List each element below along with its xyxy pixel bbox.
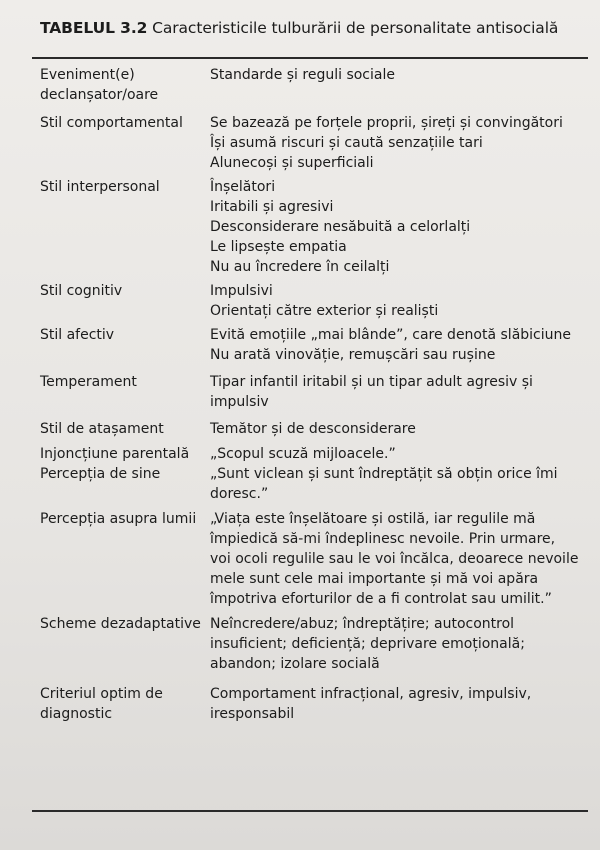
table-row <box>32 684 588 724</box>
table-row <box>32 372 588 412</box>
row-label-line: diagnostic <box>40 706 113 722</box>
table-title: Caracteristicile tulburării de personalitate antisocială <box>152 19 559 37</box>
row-description-line: Neîncredere/abuz; îndreptățire; autocontrol <box>210 616 515 632</box>
row-description <box>210 614 588 674</box>
top-rule <box>32 57 588 59</box>
row-description-line: Tipar infantil iritabil și un tipar adult agresiv și <box>210 374 533 390</box>
table-number: TABELUL 3.2 <box>40 19 148 37</box>
row-label-line: Stil comportamental <box>40 115 183 131</box>
row-label <box>32 419 210 439</box>
row-description-line: iresponsabil <box>210 706 295 722</box>
row-description-line: mele sunt cele mai importante și mă voi apăra <box>210 571 539 587</box>
row-description-line: Le lipsește empatia <box>210 239 347 255</box>
row-description <box>210 684 588 724</box>
row-description-line: doresc.” <box>210 486 269 502</box>
row-description-line: Înșelători <box>210 179 276 195</box>
row-label-line: Stil interpersonal <box>40 179 160 195</box>
row-description-line: Își asumă riscuri și caută senzațiile tari <box>210 135 483 151</box>
row-label-line: Eveniment(e) <box>40 67 135 83</box>
table-row <box>32 509 588 609</box>
row-label-line: Stil cognitiv <box>40 283 123 299</box>
row-description-line: insuficient; deficiență; deprivare emoțională; <box>210 636 525 652</box>
row-label <box>32 372 210 392</box>
row-label-line: Criteriul optim de <box>40 686 163 702</box>
row-label <box>32 444 210 464</box>
row-label <box>32 177 210 197</box>
row-label-line: Percepția asupra lumii <box>40 511 197 527</box>
row-label-line: Injoncțiune parentală <box>40 446 190 462</box>
table-row <box>32 444 588 464</box>
row-description-line: impulsiv <box>210 394 269 410</box>
row-label-line: Percepția de sine <box>40 466 161 482</box>
row-description <box>210 372 588 412</box>
row-label-line: Stil de atașament <box>40 421 164 437</box>
row-description <box>210 177 588 277</box>
row-description-line: Se bazează pe forțele proprii, șireți și convingători <box>210 115 563 131</box>
table-row <box>32 281 588 321</box>
row-description <box>210 419 588 439</box>
row-description <box>210 509 588 609</box>
row-description-line: Standarde și reguli sociale <box>210 67 395 83</box>
row-label <box>32 113 210 133</box>
row-description-line: Nu arată vinovăție, remușcări sau rușine <box>210 347 496 363</box>
row-label-line: Scheme dezadaptative <box>40 616 201 632</box>
row-label-line: Temperament <box>40 374 137 390</box>
row-description <box>210 113 588 173</box>
table-row <box>32 325 588 365</box>
row-description-line: abandon; izolare socială <box>210 656 380 672</box>
row-label-line: Stil afectiv <box>40 327 115 343</box>
row-description-line: Desconsiderare nesăbuită a celorlalți <box>210 219 471 235</box>
row-description-line: „Scopul scuză mijloacele.” <box>210 446 396 462</box>
row-label <box>32 65 210 105</box>
row-description-line: voi ocoli regulile sau le voi încălca, deoarece nevoile <box>210 551 579 567</box>
row-description-line: Orientați către exterior și realiști <box>210 303 439 319</box>
row-description-line: împiedică să-mi îndeplinesc nevoile. Prin urmare, <box>210 531 556 547</box>
row-description-line: împotriva eforturilor de a fi controlat sau umilit.” <box>210 591 552 607</box>
table-row <box>32 464 588 504</box>
row-label <box>32 281 210 301</box>
row-description <box>210 444 588 464</box>
table-caption <box>40 18 588 38</box>
row-description-line: Iritabili și agresivi <box>210 199 334 215</box>
table-row <box>32 419 588 439</box>
table-row <box>32 65 588 105</box>
row-description-line: „Sunt viclean și sunt îndreptățit să obțin orice îmi <box>210 466 558 482</box>
row-description-line: Impulsivi <box>210 283 273 299</box>
row-label <box>32 509 210 529</box>
row-label <box>32 684 210 724</box>
row-description <box>210 281 588 321</box>
row-description-line: Temător și de desconsiderare <box>210 421 416 437</box>
characteristics-table <box>32 65 588 724</box>
row-description <box>210 464 588 504</box>
row-description-line: Nu au încredere în ceilalți <box>210 259 390 275</box>
row-description-line: Alunecoși și superficiali <box>210 155 374 171</box>
row-label <box>32 325 210 345</box>
row-description-line: Evită emoțiile „mai blânde”, care denotă slăbiciune <box>210 327 571 343</box>
table-row <box>32 113 588 173</box>
row-description <box>210 325 588 365</box>
table-row <box>32 177 588 277</box>
row-label-line: declanșator/oare <box>40 87 159 103</box>
row-description-line: „Viața este înșelătoare și ostilă, iar regulile mă <box>210 511 536 527</box>
row-description <box>210 65 588 85</box>
row-label <box>32 614 210 634</box>
row-label <box>32 464 210 484</box>
bottom-rule <box>32 810 588 812</box>
row-description-line: Comportament infracțional, agresiv, impulsiv, <box>210 686 532 702</box>
table-row <box>32 614 588 674</box>
